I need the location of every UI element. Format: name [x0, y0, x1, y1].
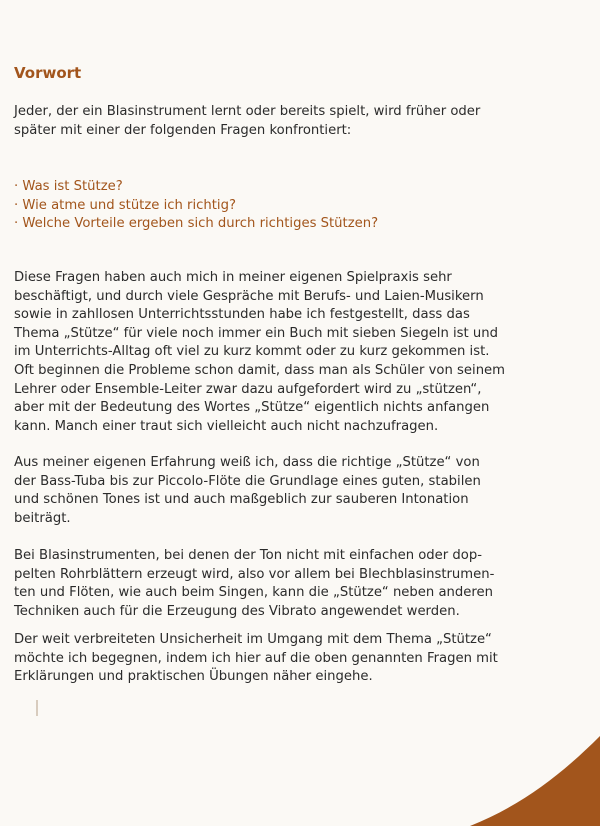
text-line: Oft beginnen die Probleme schon damit, dass man als Schüler von seinem: [14, 362, 506, 378]
question-list: [14, 178, 589, 234]
text-line: Bei Blasinstrumenten, bei denen der Ton nicht mit einfachen oder dop-: [14, 548, 482, 563]
text-line: im Unterrichts-Alltag oft viel zu kurz kommt oder zu kurz gekommen ist.: [14, 344, 490, 360]
text-line: der Bass-Tuba bis zur Piccolo-Flöte die Grundlage eines guten, stabilen: [14, 473, 481, 489]
list-item: · Welche Vorteile ergeben sich durch richtiges Stützen?: [14, 216, 379, 232]
text-line: pelten Rohrblättern erzeugt wird, also vor allem bei Blechblasinstrumen-: [14, 566, 495, 582]
text-line: Lehrer oder Ensemble-Leiter zwar dazu aufgefordert wird zu „stützen“,: [14, 381, 482, 397]
text-line: später mit einer der folgenden Fragen konfrontiert:: [14, 122, 352, 138]
intro-paragraph: [14, 103, 589, 140]
text-line: möchte ich begegnen, indem ich hier auf die oben genannten Fragen mit: [14, 650, 498, 666]
text-line: Aus meiner eigenen Erfahrung weiß ich, dass die richtige „Stütze“ von: [14, 455, 480, 470]
page-title: Vorwort: [14, 64, 82, 82]
paragraph-4: [14, 631, 589, 687]
text-line: Jeder, der ein Blasinstrument lernt oder bereits spielt, wird früher oder: [14, 104, 481, 119]
scan-mark: [36, 700, 38, 716]
text-line: aber mit der Bedeutung des Wortes „Stütze“ eigentlich nichts anfangen: [14, 400, 490, 416]
paragraph-1: [14, 269, 589, 436]
text-line: kann. Manch einer traut sich vielleicht auch nicht nachzufragen.: [14, 418, 439, 434]
paragraph-2: [14, 454, 589, 528]
text-line: sowie in zahllosen Unterrichtsstunden habe ich festgestellt, dass das: [14, 307, 470, 323]
text-line: Diese Fragen haben auch mich in meiner eigenen Spielpraxis sehr: [14, 270, 452, 285]
paragraph-3: [14, 547, 589, 621]
corner-decoration: [440, 736, 600, 826]
text-line: und schönen Tones ist und auch maßgeblich zur sauberen Intonation: [14, 492, 469, 508]
list-item: · Was ist Stütze?: [14, 179, 123, 194]
text-line: Thema „Stütze“ für viele noch immer ein Buch mit sieben Siegeln ist und: [14, 325, 499, 341]
text-line: Der weit verbreiteten Unsicherheit im Umgang mit dem Thema „Stütze“: [14, 632, 492, 647]
text-line: beschäftigt, und durch viele Gespräche mit Berufs- und Laien-Musikern: [14, 288, 484, 304]
text-line: ten und Flöten, wie auch beim Singen, kann die „Stütze“ neben anderen: [14, 585, 493, 601]
text-line: Erklärungen und praktischen Übungen näher eingehe.: [14, 669, 373, 685]
text-line: beiträgt.: [14, 510, 71, 526]
text-line: Techniken auch für die Erzeugung des Vibrato angewendet werden.: [14, 603, 460, 619]
list-item: · Wie atme und stütze ich richtig?: [14, 197, 236, 213]
